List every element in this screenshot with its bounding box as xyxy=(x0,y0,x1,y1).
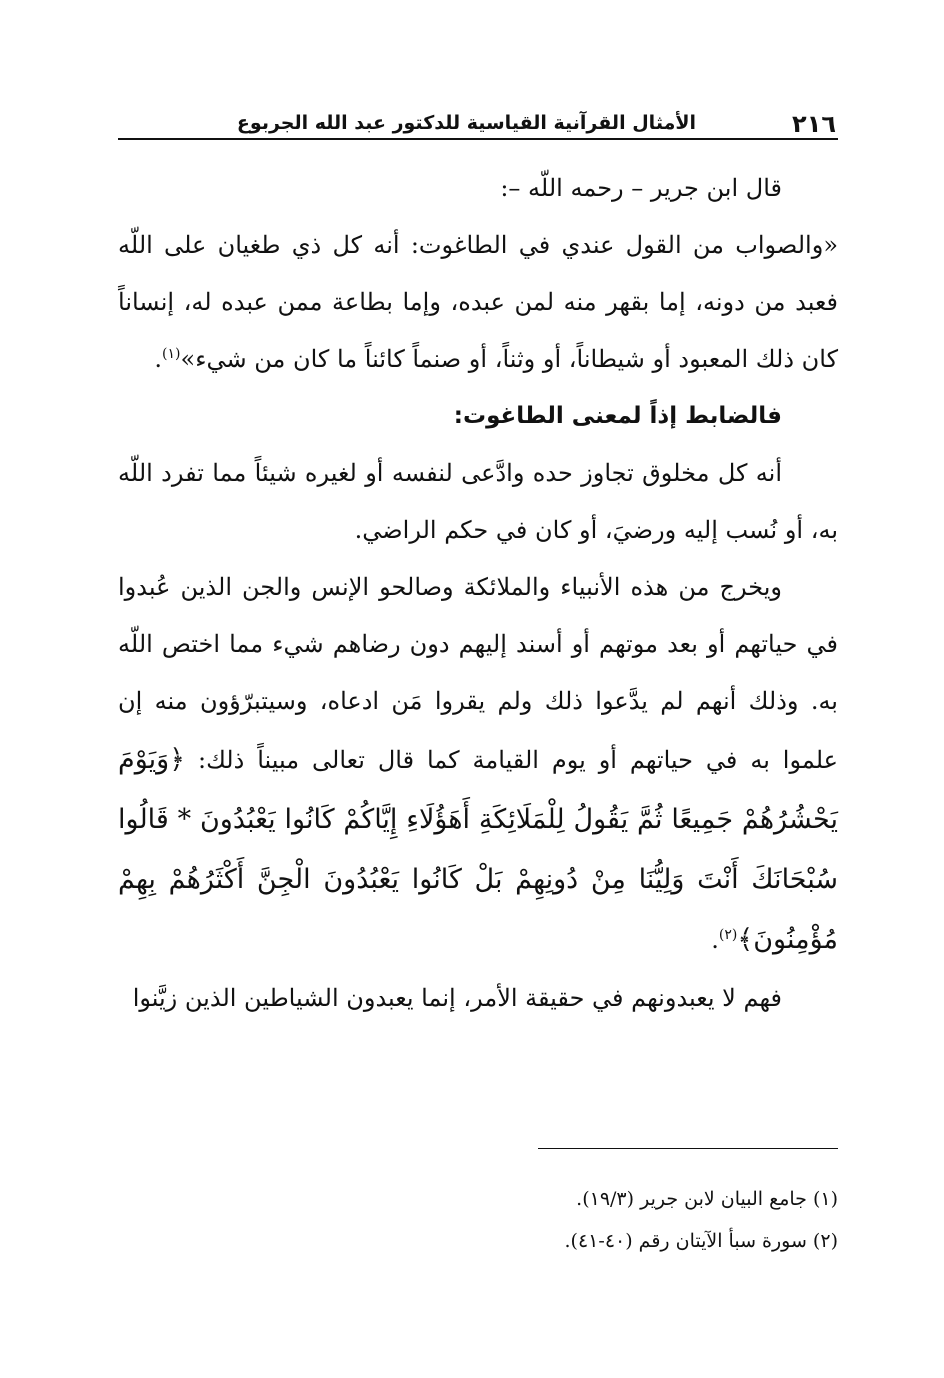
running-header xyxy=(118,104,836,138)
header-rule xyxy=(118,138,838,140)
footnote-rule xyxy=(538,1148,838,1149)
quotation xyxy=(118,217,838,388)
quran-verse: ﴿وَيَوْمَ يَحْشُرُهُمْ جَمِيعًا ثُمَّ يَقُولُ لِلْمَلَائِكَةِ أَهَؤُلَاءِ إِيَّاكُمْ كَانُوا يَعْبُدُونَ * قَالُوا سُبْحَانَكَ أَنْتَ وَلِيُّنَا مِنْ دُونِهِمْ بَلْ كَانُوا يَعْبُدُونَ الْجِنَّ أَكْثَرُهُمْ بِهِمْ مُؤْمِنُونَ﴾ xyxy=(118,744,838,955)
intro-line: قال ابن جرير – رحمه اللّه –: xyxy=(500,174,782,202)
section-heading: فالضابط إذاً لمعنى الطاغوت: xyxy=(453,403,782,429)
footnote-ref-2: (٢) xyxy=(718,927,738,943)
paragraph-exclusion xyxy=(118,559,838,970)
paragraph-definition: أنه كل مخلوق تجاوز حده وادَّعى لنفسه أو لغيره شيئاً مما تفرد اللّه به، أو نُسب إليه ورضيَ، أو كان في حكم الراضي. xyxy=(118,459,838,544)
footnotes xyxy=(238,1178,838,1262)
footnote-2: (٢) سورة سبأ الآيتان رقم (٤٠-٤١). xyxy=(564,1230,838,1252)
footnote-1: (١) جامع البيان لابن جرير (١٩/٣). xyxy=(576,1188,838,1210)
verse-period: . xyxy=(711,926,719,954)
paragraph-conclusion: فهم لا يعبدونهم في حقيقة الأمر، إنما يعبدون الشياطين الذين زيَّنوا xyxy=(132,984,782,1012)
quote-period: . xyxy=(154,345,163,373)
running-title: الأمثال القرآنية القياسية للدكتور عبد الله الجربوع xyxy=(236,112,696,134)
page-number: ٢١٦ xyxy=(792,110,836,138)
paragraph-exclusion-text: ويخرج من هذه الأنبياء والملائكة وصالحو الإنس والجن الذين عُبدوا في حياتهم أو بعد موتهم أو أسند إليهم دون رضاهم شيء مما اختص اللّه به. وذلك أنهم لم يدَّعوا ذلك ولم يقروا مَن ادعاه، وسيتبرّؤون منه إن علموا به في حياتهم أو يوم القيامة كما قال تعالى مبيناً ذلك: xyxy=(118,573,838,774)
quote-text: «والصواب من القول عندي في الطاغوت: أنه كل ذي طغيان على اللّه فعبد من دونه، إما بقهر منه لمن عبده، وإما بطاعة ممن عبده له، إنساناً كان ذلك المعبود أو شيطاناً، أو وثناً، أو صنماً كائناً ما كان من شيء» xyxy=(118,231,838,373)
main-text xyxy=(118,160,838,1027)
footnote-ref-1: (١) xyxy=(162,346,181,362)
